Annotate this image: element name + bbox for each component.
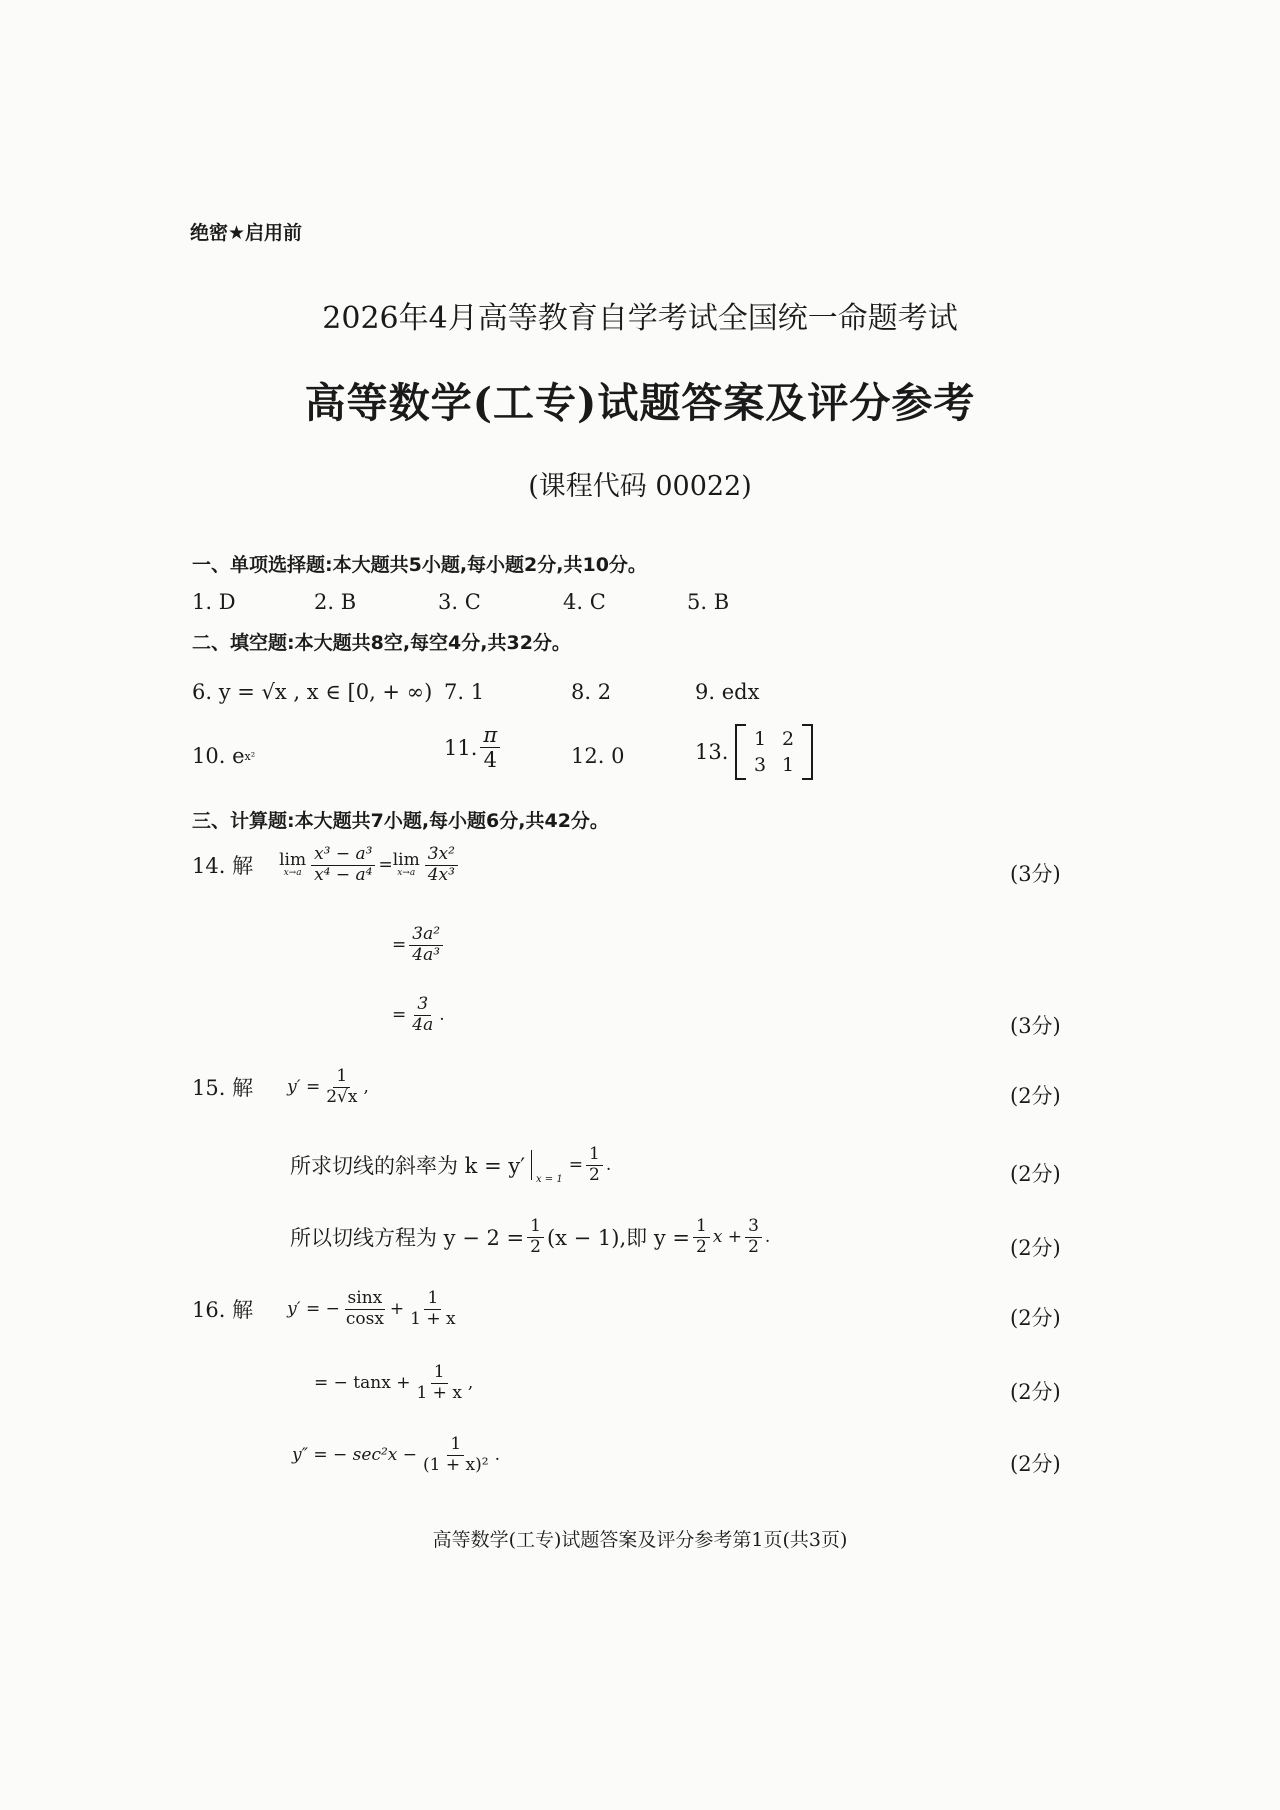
lim-subscript: x→a xyxy=(283,868,302,879)
tangent-text: 所以切线方程为 y − 2 = xyxy=(290,1226,525,1251)
q15-fraction-4 xyxy=(693,1218,710,1257)
comma: , xyxy=(467,1373,474,1394)
q15-label: 15. 解 xyxy=(192,1076,254,1101)
section3-heading: 三、计算题:本大题共7小题,每小题6分,共42分。 xyxy=(192,810,609,832)
q15-fraction-5 xyxy=(745,1218,762,1257)
page-footer: 高等数学(工专)试题答案及评分参考第1页(共3页) xyxy=(432,1529,848,1551)
q13-label: 13. xyxy=(695,740,729,764)
equals: = xyxy=(392,1005,407,1026)
numerator: 1 xyxy=(693,1218,710,1238)
q14-line3 xyxy=(392,996,445,1035)
denominator: x⁴ − a⁴ xyxy=(314,864,373,885)
denominator: cosx xyxy=(345,1308,384,1329)
numerator: 3x² xyxy=(425,846,458,866)
denominator: 2 xyxy=(748,1236,759,1257)
denominator: 4a xyxy=(412,1014,434,1035)
q16-fraction-4 xyxy=(420,1436,492,1475)
fill-answer-13 xyxy=(695,724,813,780)
doc-title: 高等数学(工专)试题答案及评分参考 xyxy=(304,379,976,427)
matrix-right-bracket xyxy=(802,724,813,780)
q14-fraction-3 xyxy=(409,926,443,965)
numerator: 1 xyxy=(527,1218,544,1238)
q14-line1 xyxy=(192,846,461,885)
q16-line3 xyxy=(292,1436,500,1475)
matrix-cell: 2 xyxy=(782,728,795,750)
q16-line1 xyxy=(192,1290,462,1329)
answer-5: 5. B xyxy=(687,590,730,614)
q14-fraction-2 xyxy=(425,846,458,885)
denominator: 4a³ xyxy=(412,944,441,965)
q15-score-3: (2分) xyxy=(1010,1236,1061,1260)
q14-fraction-1 xyxy=(311,846,375,885)
q15-score-2: (2分) xyxy=(1010,1162,1061,1186)
answer-2: 2. B xyxy=(314,590,357,614)
denominator: 1 + x xyxy=(410,1308,456,1329)
denominator: 2 xyxy=(530,1236,541,1257)
numerator: 1 xyxy=(447,1436,464,1456)
period: . xyxy=(494,1445,500,1466)
q14-limit xyxy=(279,852,306,878)
fill-answer-7: 7. 1 xyxy=(444,680,485,704)
numerator: 3 xyxy=(745,1218,762,1238)
matrix-cell: 3 xyxy=(754,754,767,776)
denominator: 2 xyxy=(695,1236,707,1257)
slope-text: 所求切线的斜率为 k = y′ xyxy=(290,1154,525,1179)
fill-answer-8: 8. 2 xyxy=(571,680,612,704)
second-derivative: y″ = − sec²x − xyxy=(292,1445,418,1466)
q16-score-1: (2分) xyxy=(1010,1306,1061,1330)
matrix xyxy=(746,728,802,776)
matrix-left-bracket xyxy=(735,724,746,780)
q11-numerator: π xyxy=(480,724,500,748)
course-code: (课程代码 00022) xyxy=(528,471,752,502)
numerator: 1 xyxy=(586,1146,603,1166)
denominator: (1 + x)² xyxy=(423,1454,489,1475)
tangent-text-mid: (x − 1),即 y = xyxy=(546,1226,690,1251)
q16-fraction-2 xyxy=(407,1290,458,1329)
secret-mark: 绝密★启用前 xyxy=(190,222,303,244)
q11-fraction xyxy=(480,724,500,771)
q10-base: e xyxy=(232,744,245,768)
q16-fraction-1 xyxy=(343,1290,387,1329)
tan-term: = − tanx + xyxy=(314,1373,411,1394)
fill-answer-10 xyxy=(192,744,255,768)
q15-line1 xyxy=(192,1068,369,1107)
q14-line2 xyxy=(392,926,446,965)
q14-fraction-4 xyxy=(409,996,436,1035)
section1-heading: 一、单项选择题:本大题共5小题,每小题2分,共10分。 xyxy=(192,554,647,576)
section2-heading: 二、填空题:本大题共8空,每空4分,共32分。 xyxy=(192,632,571,654)
q15-fraction-1 xyxy=(323,1068,360,1107)
denominator: 1 + x xyxy=(416,1382,462,1403)
tangent-text-mid2: x + xyxy=(712,1227,743,1248)
answer-3: 3. C xyxy=(438,590,481,614)
comma: , xyxy=(363,1077,369,1098)
denominator: 2√x xyxy=(326,1086,358,1107)
fill-answer-6: 6. y = √x , x ∈ [0, + ∞) xyxy=(192,680,433,704)
q15-fraction-3 xyxy=(527,1218,544,1257)
fill-answer-12: 12. 0 xyxy=(571,744,625,768)
matrix-cell: 1 xyxy=(754,728,767,750)
denominator: 2 xyxy=(588,1164,600,1185)
numerator: 1 xyxy=(431,1364,448,1384)
evaluation-bar xyxy=(531,1150,532,1180)
equals: = xyxy=(378,855,393,876)
matrix-cell: 1 xyxy=(782,754,795,776)
q16-fraction-3 xyxy=(413,1364,464,1403)
q11-denominator: 4 xyxy=(483,748,497,773)
q16-score-3: (2分) xyxy=(1010,1452,1061,1476)
lim-subscript: x→a xyxy=(397,868,416,879)
q14-score-1: (3分) xyxy=(1010,862,1061,886)
numerator: x³ − a³ xyxy=(311,846,375,866)
y-prime: y′ = xyxy=(287,1077,321,1098)
numerator: 1 xyxy=(424,1290,441,1310)
q14-label: 14. 解 xyxy=(192,854,254,879)
q15-fraction-2 xyxy=(586,1146,603,1185)
equals: = xyxy=(568,1155,583,1176)
lim-word: lim xyxy=(279,850,307,871)
fill-answer-9: 9. edx xyxy=(695,680,760,704)
q15-score-1: (2分) xyxy=(1010,1084,1061,1108)
q15-line2 xyxy=(290,1146,611,1185)
evaluation-subscript: x = 1 xyxy=(535,1173,563,1185)
denominator: 4x³ xyxy=(427,864,455,885)
numerator: 3 xyxy=(414,996,431,1016)
q15-line3 xyxy=(290,1218,770,1257)
answer-4: 4. C xyxy=(563,590,606,614)
numerator: 3a² xyxy=(409,926,443,946)
numerator: sinx xyxy=(345,1290,386,1310)
numerator: 1 xyxy=(333,1068,350,1088)
q10-exponent: x² xyxy=(244,749,256,763)
answer-1: 1. D xyxy=(192,590,236,614)
period: . xyxy=(439,1005,445,1026)
exam-title: 2026年4月高等教育自学考试全国统一命题考试 xyxy=(322,301,958,336)
fill-answer-11 xyxy=(444,724,503,771)
period: . xyxy=(764,1227,771,1248)
y-prime: y′ = − xyxy=(287,1299,340,1320)
q16-line2 xyxy=(314,1364,473,1403)
q14-score-2: (3分) xyxy=(1010,1014,1061,1038)
q16-label: 16. 解 xyxy=(192,1298,254,1323)
equals: = xyxy=(392,935,407,956)
lim-word: lim xyxy=(392,850,420,871)
q16-score-2: (2分) xyxy=(1010,1380,1061,1404)
q14-limit-2 xyxy=(393,852,420,878)
plus: + xyxy=(389,1299,405,1320)
section1-answers xyxy=(192,590,729,614)
q11-label: 11. xyxy=(444,735,478,760)
period: . xyxy=(605,1155,612,1176)
q10-label: 10. xyxy=(192,744,226,768)
